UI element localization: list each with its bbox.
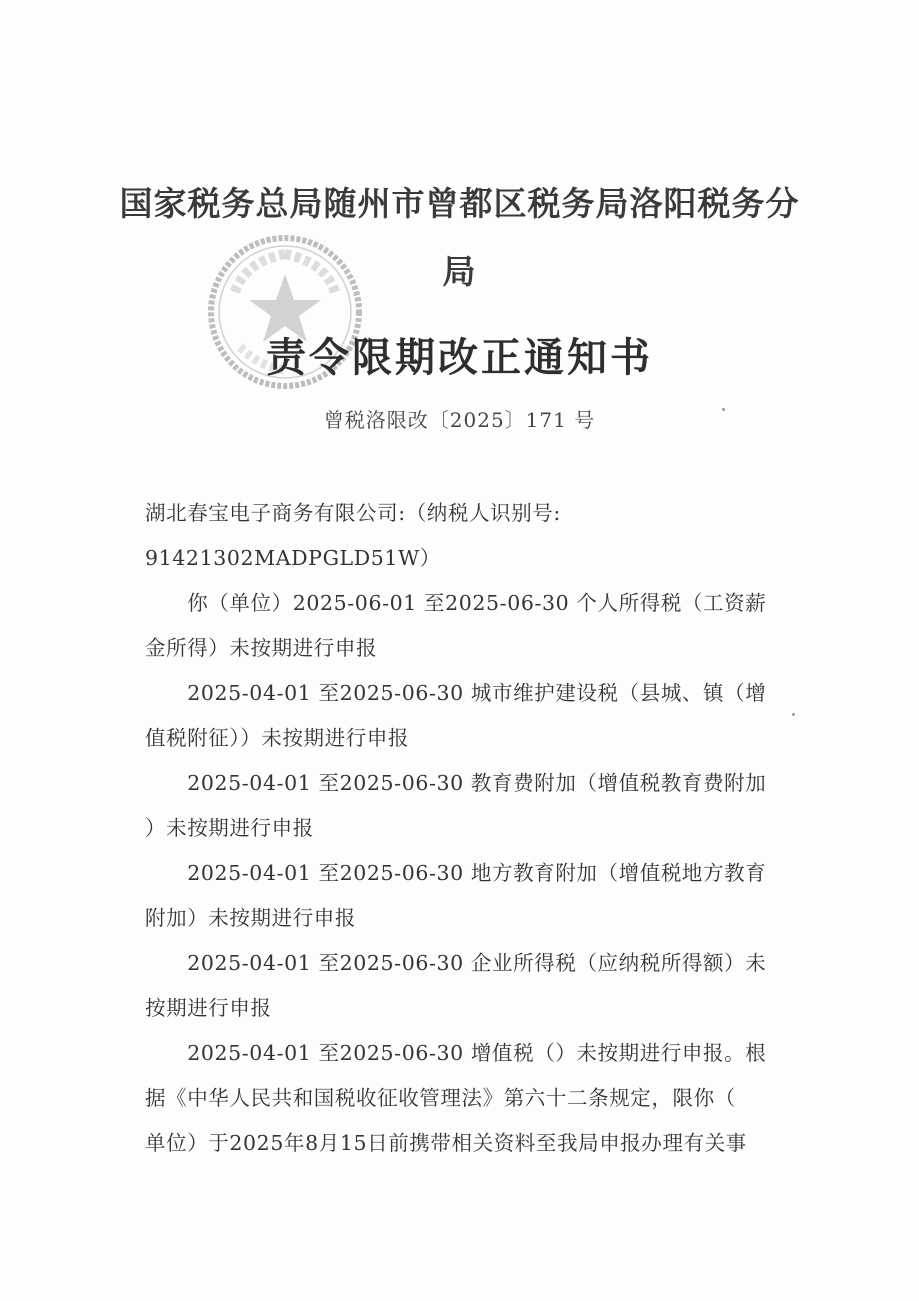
- body-line: 91421302MADPGLD51W）: [145, 546, 441, 570]
- body-line: 湖北春宝电子商务有限公司:（纳税人识别号:: [145, 501, 561, 525]
- scan-speck: [792, 713, 795, 716]
- document-number: 曾税洛限改〔2025〕171 号: [323, 408, 596, 432]
- body-line: 2025-04-01 至2025-06-30 增值税（）未按期进行申报。根: [145, 1041, 767, 1065]
- issuing-authority-line1: 国家税务总局随州市曾都区税务局洛阳税务分: [119, 184, 800, 223]
- body-line: 金所得）未按期进行申报: [145, 636, 378, 660]
- body-line: 按期进行申报: [145, 996, 272, 1020]
- body-line: ）未按期进行申报: [145, 816, 314, 840]
- document-title: 责令限期改正通知书: [266, 334, 653, 381]
- body-line: 2025-04-01 至2025-06-30 城市维护建设税（县城、镇（增: [145, 681, 767, 705]
- body-line: 据《中华人民共和国税收征收管理法》第六十二条规定，限你（: [145, 1086, 736, 1110]
- body-line: 2025-04-01 至2025-06-30 教育费附加（增值税教育费附加: [145, 771, 767, 795]
- body-line: 值税附征））未按期进行申报: [145, 726, 410, 750]
- body-line: 2025-04-01 至2025-06-30 企业所得税（应纳税所得额）未: [145, 951, 767, 975]
- body-line: 2025-04-01 至2025-06-30 地方教育附加（增值税地方教育: [145, 861, 767, 885]
- body-line: 你（单位）2025-06-01 至2025-06-30 个人所得税（工资薪: [145, 591, 767, 615]
- body-line: 单位）于2025年8月15日前携带相关资料至我局申报办理有关事: [145, 1131, 747, 1155]
- body-line: 附加）未按期进行申报: [145, 906, 356, 930]
- issuing-authority-line2: 局: [442, 252, 477, 291]
- scan-speck: [722, 408, 725, 411]
